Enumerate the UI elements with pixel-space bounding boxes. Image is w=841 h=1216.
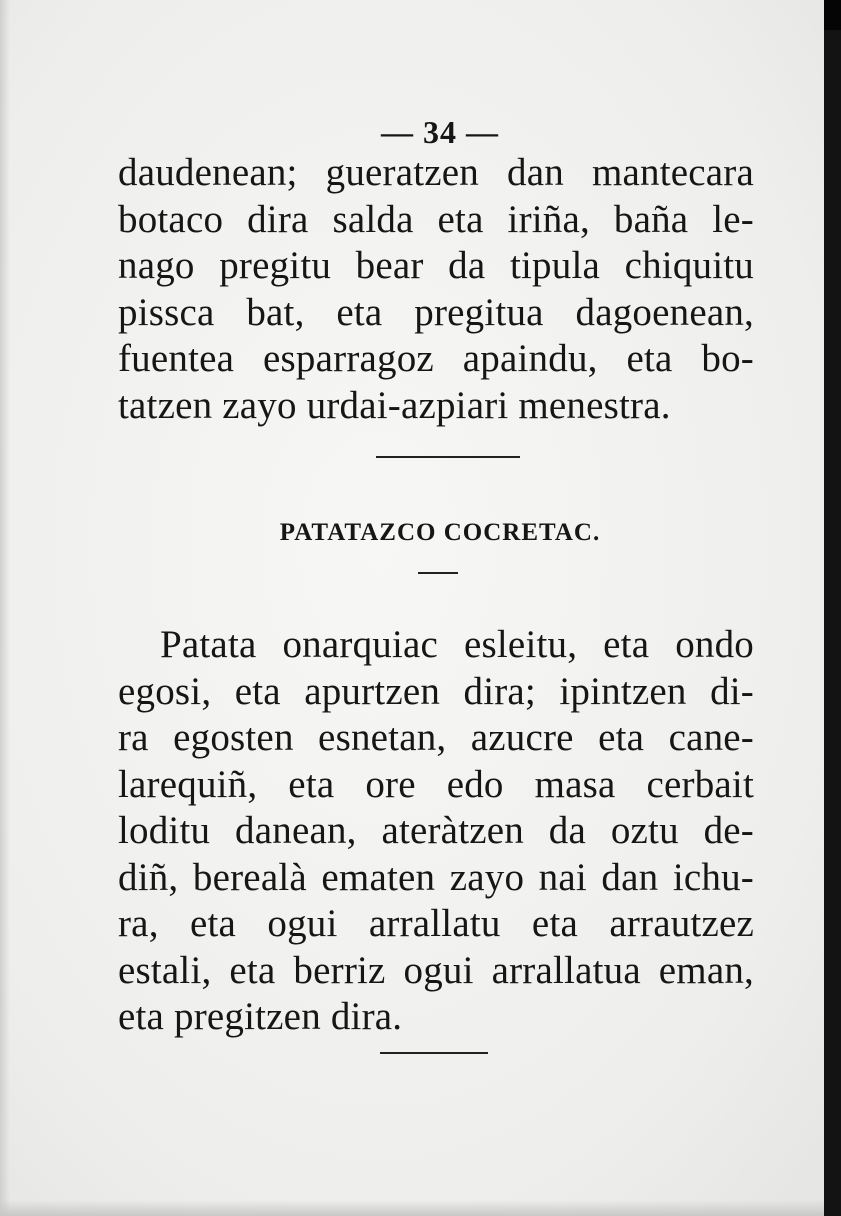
scan-right-border <box>824 0 841 1216</box>
title-underline-rule <box>418 572 458 574</box>
end-divider-rule <box>380 1052 488 1054</box>
text-line: pissca bat, eta pregitua dagoenean, <box>118 290 754 334</box>
text-line: eta pregitzen dira. <box>118 995 403 1038</box>
page-bottom-edge-shadow <box>0 1200 824 1216</box>
text-line: loditu danean, ateràtzen da oztu de- <box>118 809 754 852</box>
text-line: nago pregitu bear da tipula chiquitu <box>118 244 754 287</box>
text-line: egosi, eta apurtzen dira; ipintzen di- <box>118 669 754 713</box>
text-line: diñ, berealà ematen zayo nai dan ichu- <box>118 855 754 899</box>
section-divider-rule <box>376 456 520 458</box>
text-line: botaco dira salda eta iriña, baña le- <box>118 197 754 241</box>
text-line: larequiñ, eta ore edo masa cerbait <box>118 762 754 806</box>
text-line: tatzen zayo urdai-azpiari menestra. <box>118 383 671 427</box>
text-line: Patata onarquiac esleitu, eta ondo <box>160 623 754 666</box>
scan-top-corner <box>824 0 841 30</box>
text-line: daudenean; gueratzen dan mantecara <box>118 151 754 194</box>
section-title: PATATAZCO COCRETAC. <box>279 519 601 546</box>
paragraph-continued <box>118 150 754 429</box>
page-number: — 34 — <box>381 114 499 150</box>
text-line: ra, eta ogui arrallatu eta arrautzez <box>118 902 754 945</box>
recipe-paragraph <box>118 622 754 1041</box>
text-line: estali, eta berriz ogui arrallatua eman, <box>118 948 754 992</box>
text-line: fuentea esparragoz apaindu, eta bo- <box>118 337 754 380</box>
page-left-edge-shadow <box>0 0 10 1216</box>
text-line: ra egosten esnetan, azucre eta cane- <box>118 716 754 759</box>
